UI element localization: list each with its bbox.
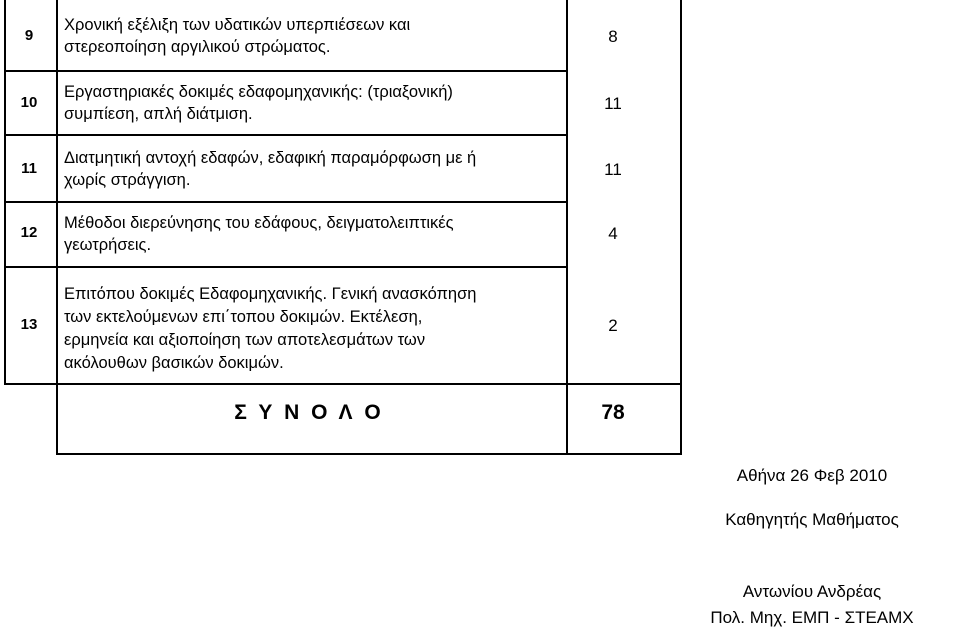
row-hours: 2 [608,316,618,335]
row-description: Διατμητική αντοχή εδαφών, εδαφική παραμόρφωση με ή χωρίς στράγγιση. [64,149,477,189]
row-divider [4,266,567,268]
row-description: Εργαστηριακές δοκιμές εδαφομηχανικής: (τριαξονική) συμπίεση, απλή διάτμιση. [64,83,453,123]
signature-role: Καθηγητής Μαθήματος [725,510,899,529]
table-divider-number [56,0,58,455]
signature-title: Πολ. Μηχ. ΕΜΠ - ΣΤΕΑΜΧ [710,608,914,627]
row-number: 12 [20,224,38,241]
row-description: Χρονική εξέλιξη των υδατικών υπερπιέσεων και στερεοποίηση αργιλικού στρώματος. [64,16,411,56]
signature-date: Αθήνα 26 Φεβ 2010 [736,466,888,485]
signature-name: Αντωνίου Ανδρέας [742,582,882,601]
row-description: Επιτόπου δοκιμές Εδαφομηχανικής. Γενική ανασκόπηση των εκτελούμενων επι΄τοπου δοκιμών. Εκτέλεση, ερμηνεία και αξιοποίηση των αποτελεσμάτων των ακόλουθων βασικών δοκιμών. [64,285,477,372]
row-hours: 11 [604,160,622,179]
table-border-right [680,0,682,455]
total-value: 78 [601,401,625,424]
row-divider [4,70,567,72]
table-bottom-border [4,383,680,385]
row-hours: 8 [608,27,618,46]
total-label: Σ Υ Ν Ο Λ Ο [234,401,384,424]
row-number: 10 [20,94,38,111]
row-hours: 4 [608,224,618,243]
total-bottom-border [56,453,682,455]
row-description: Μέθοδοι διερεύνησης του εδάφους, δειγματολειπτικές γεωτρήσεις. [64,214,454,254]
row-number: 9 [24,27,34,44]
row-number: 11 [21,160,37,177]
row-divider [4,134,567,136]
row-divider [4,201,567,203]
row-number: 13 [20,316,38,333]
row-hours: 11 [604,94,622,113]
